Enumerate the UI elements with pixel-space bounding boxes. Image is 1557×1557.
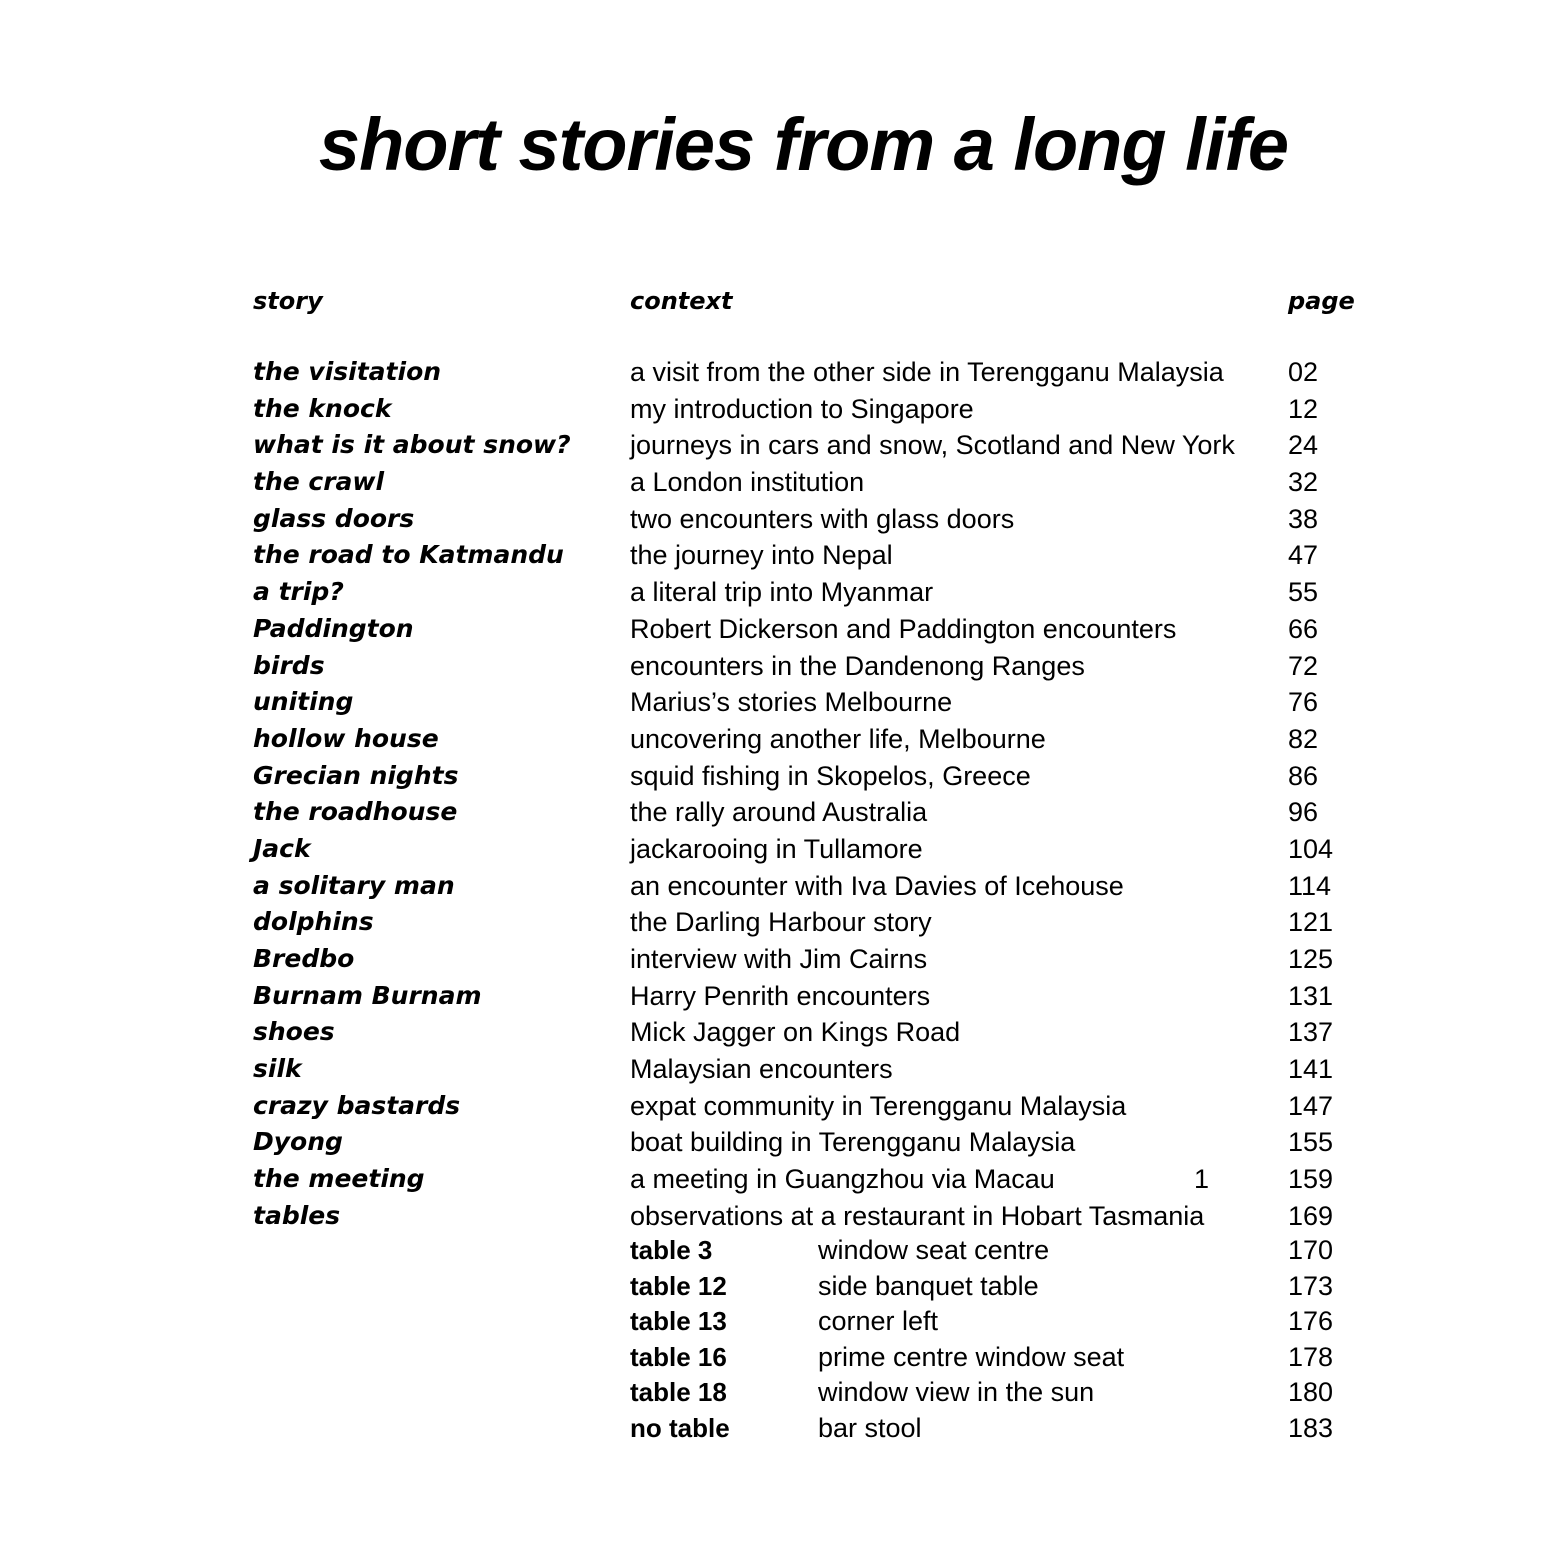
story-title: what is it about snow? — [253, 430, 571, 460]
page-number: 178 — [1288, 1341, 1334, 1372]
list-item — [0, 758, 1557, 795]
story-context: the Darling Harbour story — [630, 907, 932, 938]
page-number: 24 — [1288, 430, 1319, 461]
page-number: 173 — [1288, 1270, 1334, 1301]
page-number: 141 — [1288, 1054, 1334, 1085]
story-context: Mick Jagger on Kings Road — [630, 1017, 961, 1048]
list-item — [0, 831, 1557, 868]
table-row — [0, 1411, 1557, 1447]
story-context: encounters in the Dandenong Ranges — [630, 650, 1085, 681]
list-item — [0, 1198, 1557, 1235]
table-description: window view in the sun — [818, 1377, 1095, 1408]
page-number: 137 — [1288, 1017, 1334, 1048]
table-description: side banquet table — [818, 1270, 1039, 1301]
story-title: uniting — [253, 687, 354, 717]
list-item — [0, 1088, 1557, 1125]
page-number: 86 — [1288, 760, 1319, 791]
page-number: 183 — [1288, 1412, 1334, 1443]
list-item — [0, 1051, 1557, 1088]
story-context: a visit from the other side in Terengganu Malaysia — [630, 357, 1224, 387]
story-title: the visitation — [253, 357, 442, 386]
story-context: a meeting in Guangzhou via Macau — [630, 1164, 1055, 1195]
table-name: table 3 — [630, 1235, 713, 1265]
story-title: Paddington — [253, 613, 414, 643]
page-number: 02 — [1288, 357, 1319, 387]
list-item — [0, 464, 1557, 501]
story-context: an encounter with Iva Davies of Icehouse — [630, 870, 1124, 901]
list-item — [0, 1014, 1557, 1051]
table-description: prime centre window seat — [818, 1341, 1125, 1372]
list-item — [0, 868, 1557, 905]
list-item — [0, 684, 1557, 721]
story-title: Burnam Burnam — [253, 980, 482, 1010]
page-number: 131 — [1288, 980, 1334, 1011]
story-context: the rally around Australia — [630, 797, 928, 828]
story-context: Harry Penrith encounters — [630, 980, 931, 1011]
table-description: corner left — [818, 1306, 939, 1337]
table-sublist — [0, 1233, 1557, 1447]
story-title: birds — [253, 650, 325, 680]
story-context: expat community in Terengganu Malaysia — [630, 1090, 1127, 1121]
list-item — [0, 427, 1557, 464]
list-item — [0, 501, 1557, 538]
page-number: 66 — [1288, 613, 1319, 644]
story-title: dolphins — [253, 907, 374, 937]
story-title: silk — [253, 1054, 302, 1084]
story-context: Malaysian encounters — [630, 1054, 893, 1085]
page-number: 104 — [1288, 833, 1334, 864]
story-list — [0, 354, 1557, 1235]
story-title: the meeting — [253, 1164, 425, 1194]
list-item — [0, 721, 1557, 758]
page-number: 170 — [1288, 1235, 1334, 1265]
page-number: 169 — [1288, 1200, 1334, 1231]
story-title: Bredbo — [253, 944, 355, 973]
page-title: short stories from a long life — [318, 103, 1289, 186]
table-name: table 18 — [630, 1377, 727, 1408]
page-number: 114 — [1288, 870, 1332, 901]
page-number: 76 — [1288, 687, 1319, 718]
table-name: table 12 — [630, 1270, 727, 1301]
table-row — [0, 1269, 1557, 1305]
page-number: 180 — [1288, 1377, 1334, 1408]
list-item — [0, 574, 1557, 611]
list-item — [0, 794, 1557, 831]
column-header-context: context — [630, 287, 733, 315]
story-title: glass doors — [253, 503, 415, 533]
story-title: tables — [253, 1200, 341, 1230]
story-context: two encounters with glass doors — [630, 503, 1015, 534]
table-row — [0, 1233, 1557, 1269]
list-item — [0, 1124, 1557, 1161]
table-name: table 13 — [630, 1306, 727, 1337]
page-number: 32 — [1288, 467, 1319, 498]
story-title: crazy bastards — [253, 1090, 461, 1120]
page-number: 155 — [1288, 1127, 1334, 1158]
page-number: 125 — [1288, 944, 1334, 974]
story-title: Dyong — [253, 1127, 343, 1157]
story-context: a literal trip into Myanmar — [630, 577, 934, 608]
story-title: the road to Katmandu — [253, 540, 564, 570]
story-title: Jack — [253, 833, 311, 863]
list-item — [0, 941, 1557, 978]
table-name: no table — [630, 1412, 730, 1443]
story-context: Marius’s stories Melbourne — [630, 687, 953, 718]
page-number: 82 — [1288, 723, 1319, 754]
story-context: journeys in cars and snow, Scotland and New York — [630, 430, 1235, 461]
column-header-page: page — [1288, 287, 1355, 315]
page-number: 12 — [1288, 393, 1319, 424]
table-name: table 16 — [630, 1341, 727, 1372]
list-item — [0, 978, 1557, 1015]
story-title: Grecian nights — [253, 760, 459, 790]
page-number: 147 — [1288, 1090, 1334, 1121]
list-item — [0, 391, 1557, 428]
column-header-story: story — [253, 287, 323, 315]
story-title: shoes — [253, 1017, 335, 1047]
page-number: 55 — [1288, 577, 1319, 608]
page-number: 176 — [1288, 1306, 1334, 1337]
story-context: Robert Dickerson and Paddington encounters — [630, 613, 1177, 644]
story-context: boat building in Terengganu Malaysia — [630, 1127, 1076, 1158]
list-item — [0, 648, 1557, 685]
page-number: 121 — [1288, 907, 1334, 938]
story-context: squid fishing in Skopelos, Greece — [630, 760, 1031, 791]
story-context: observations at a restaurant in Hobart Tasmania — [630, 1200, 1205, 1231]
page-number: 38 — [1288, 503, 1319, 534]
list-item — [0, 611, 1557, 648]
page-number: 96 — [1288, 797, 1319, 828]
story-title: a trip? — [253, 577, 344, 607]
story-title: the knock — [253, 393, 392, 423]
table-row — [0, 1304, 1557, 1340]
story-title: hollow house — [253, 723, 439, 753]
story-context: my introduction to Singapore — [630, 393, 974, 424]
table-description: bar stool — [818, 1412, 922, 1443]
list-item — [0, 1161, 1557, 1198]
table-description: window seat centre — [818, 1235, 1050, 1265]
page-number: 159 — [1288, 1164, 1334, 1195]
story-context: uncovering another life, Melbourne — [630, 723, 1046, 754]
story-context: jackarooing in Tullamore — [630, 833, 923, 864]
story-context: the journey into Nepal — [630, 540, 893, 571]
story-title: the crawl — [253, 467, 385, 497]
story-title: a solitary man — [253, 870, 455, 900]
stray-number: 1 — [1194, 1164, 1210, 1195]
table-row — [0, 1340, 1557, 1376]
list-item — [0, 354, 1557, 391]
page-number: 72 — [1288, 650, 1319, 681]
list-item — [0, 904, 1557, 941]
story-context: a London institution — [630, 467, 865, 498]
page-number: 47 — [1288, 540, 1319, 571]
table-row — [0, 1375, 1557, 1411]
list-item — [0, 537, 1557, 574]
story-title: the roadhouse — [253, 797, 458, 827]
story-context: interview with Jim Cairns — [630, 944, 928, 974]
